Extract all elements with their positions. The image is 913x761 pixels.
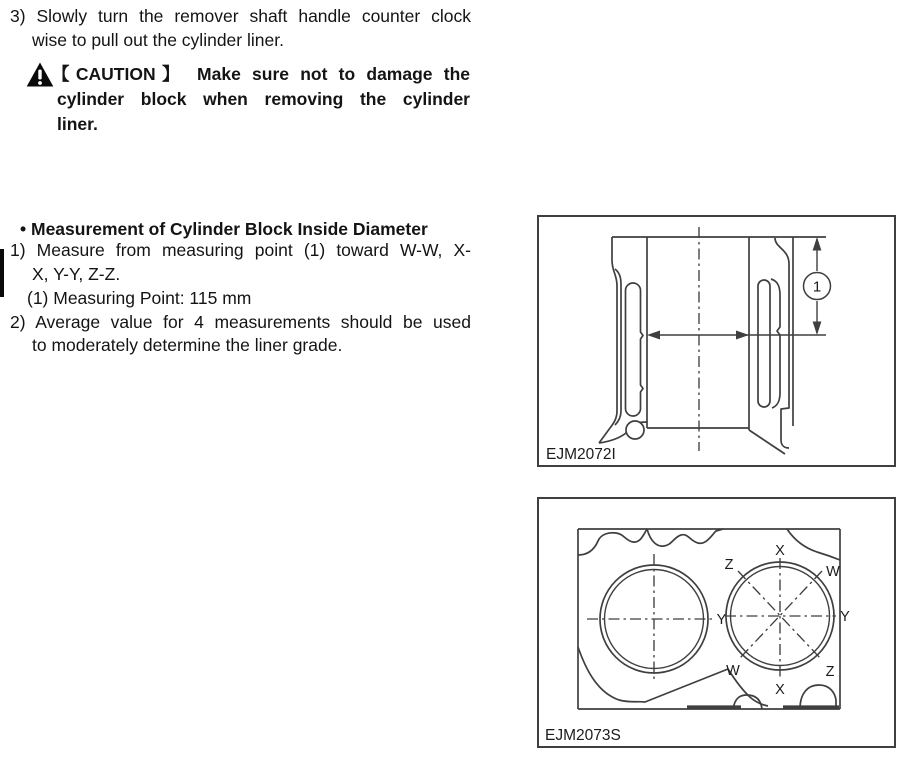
label-z-top-left: Z bbox=[724, 557, 734, 573]
label-y-right: Y bbox=[840, 609, 850, 625]
label-z-bottom-right: Z bbox=[825, 664, 835, 680]
bolt-hole bbox=[626, 421, 644, 439]
label-y-left-bore: Y bbox=[716, 612, 727, 628]
step3-line1: 3) Slowly turn the remover shaft handle counter clock bbox=[10, 6, 471, 26]
measurement-heading: • Measurement of Cylinder Block Inside Diameter bbox=[20, 219, 428, 239]
measurement-note: (1) Measuring Point: 115 mm bbox=[27, 288, 252, 308]
caution-line2: cylinder block when removing the cylinder bbox=[57, 89, 470, 109]
label-w-top-right: W bbox=[826, 564, 840, 580]
measurement-item2-line2: to moderately determine the liner grade. bbox=[32, 335, 343, 355]
figure2-id-label: EJM2073S bbox=[545, 727, 621, 744]
label-w-bottom-left: W bbox=[726, 663, 740, 679]
figure-bore-directions bbox=[537, 497, 896, 748]
left-bore bbox=[587, 554, 727, 681]
warning-triangle-icon bbox=[26, 62, 54, 88]
caution-line1: 【CAUTION】 Make sure not to damage the bbox=[52, 64, 470, 84]
w-w-axis bbox=[740, 571, 822, 658]
figure1-id-label: EJM2072I bbox=[546, 446, 616, 463]
measurement-item2-line1: 2) Average value for 4 measurements should be used bbox=[10, 312, 471, 332]
callout-1-label: 1 bbox=[812, 278, 822, 296]
label-x-bottom: X bbox=[775, 682, 785, 698]
revision-change-bar bbox=[0, 249, 4, 297]
cylinder-section-drawing bbox=[599, 227, 826, 454]
label-x-top: X bbox=[775, 543, 785, 559]
measurement-item1-line1: 1) Measure from measuring point (1) toward W-W, X- bbox=[10, 240, 471, 260]
measurement-item1-line2: X, Y-Y, Z-Z. bbox=[32, 264, 121, 284]
right-bore bbox=[725, 543, 851, 698]
figure-cylinder-section bbox=[537, 215, 896, 467]
step3-line2: wise to pull out the cylinder liner. bbox=[32, 30, 284, 50]
caution-line3: liner. bbox=[57, 114, 98, 134]
bore-diameter-arrow bbox=[647, 331, 749, 340]
